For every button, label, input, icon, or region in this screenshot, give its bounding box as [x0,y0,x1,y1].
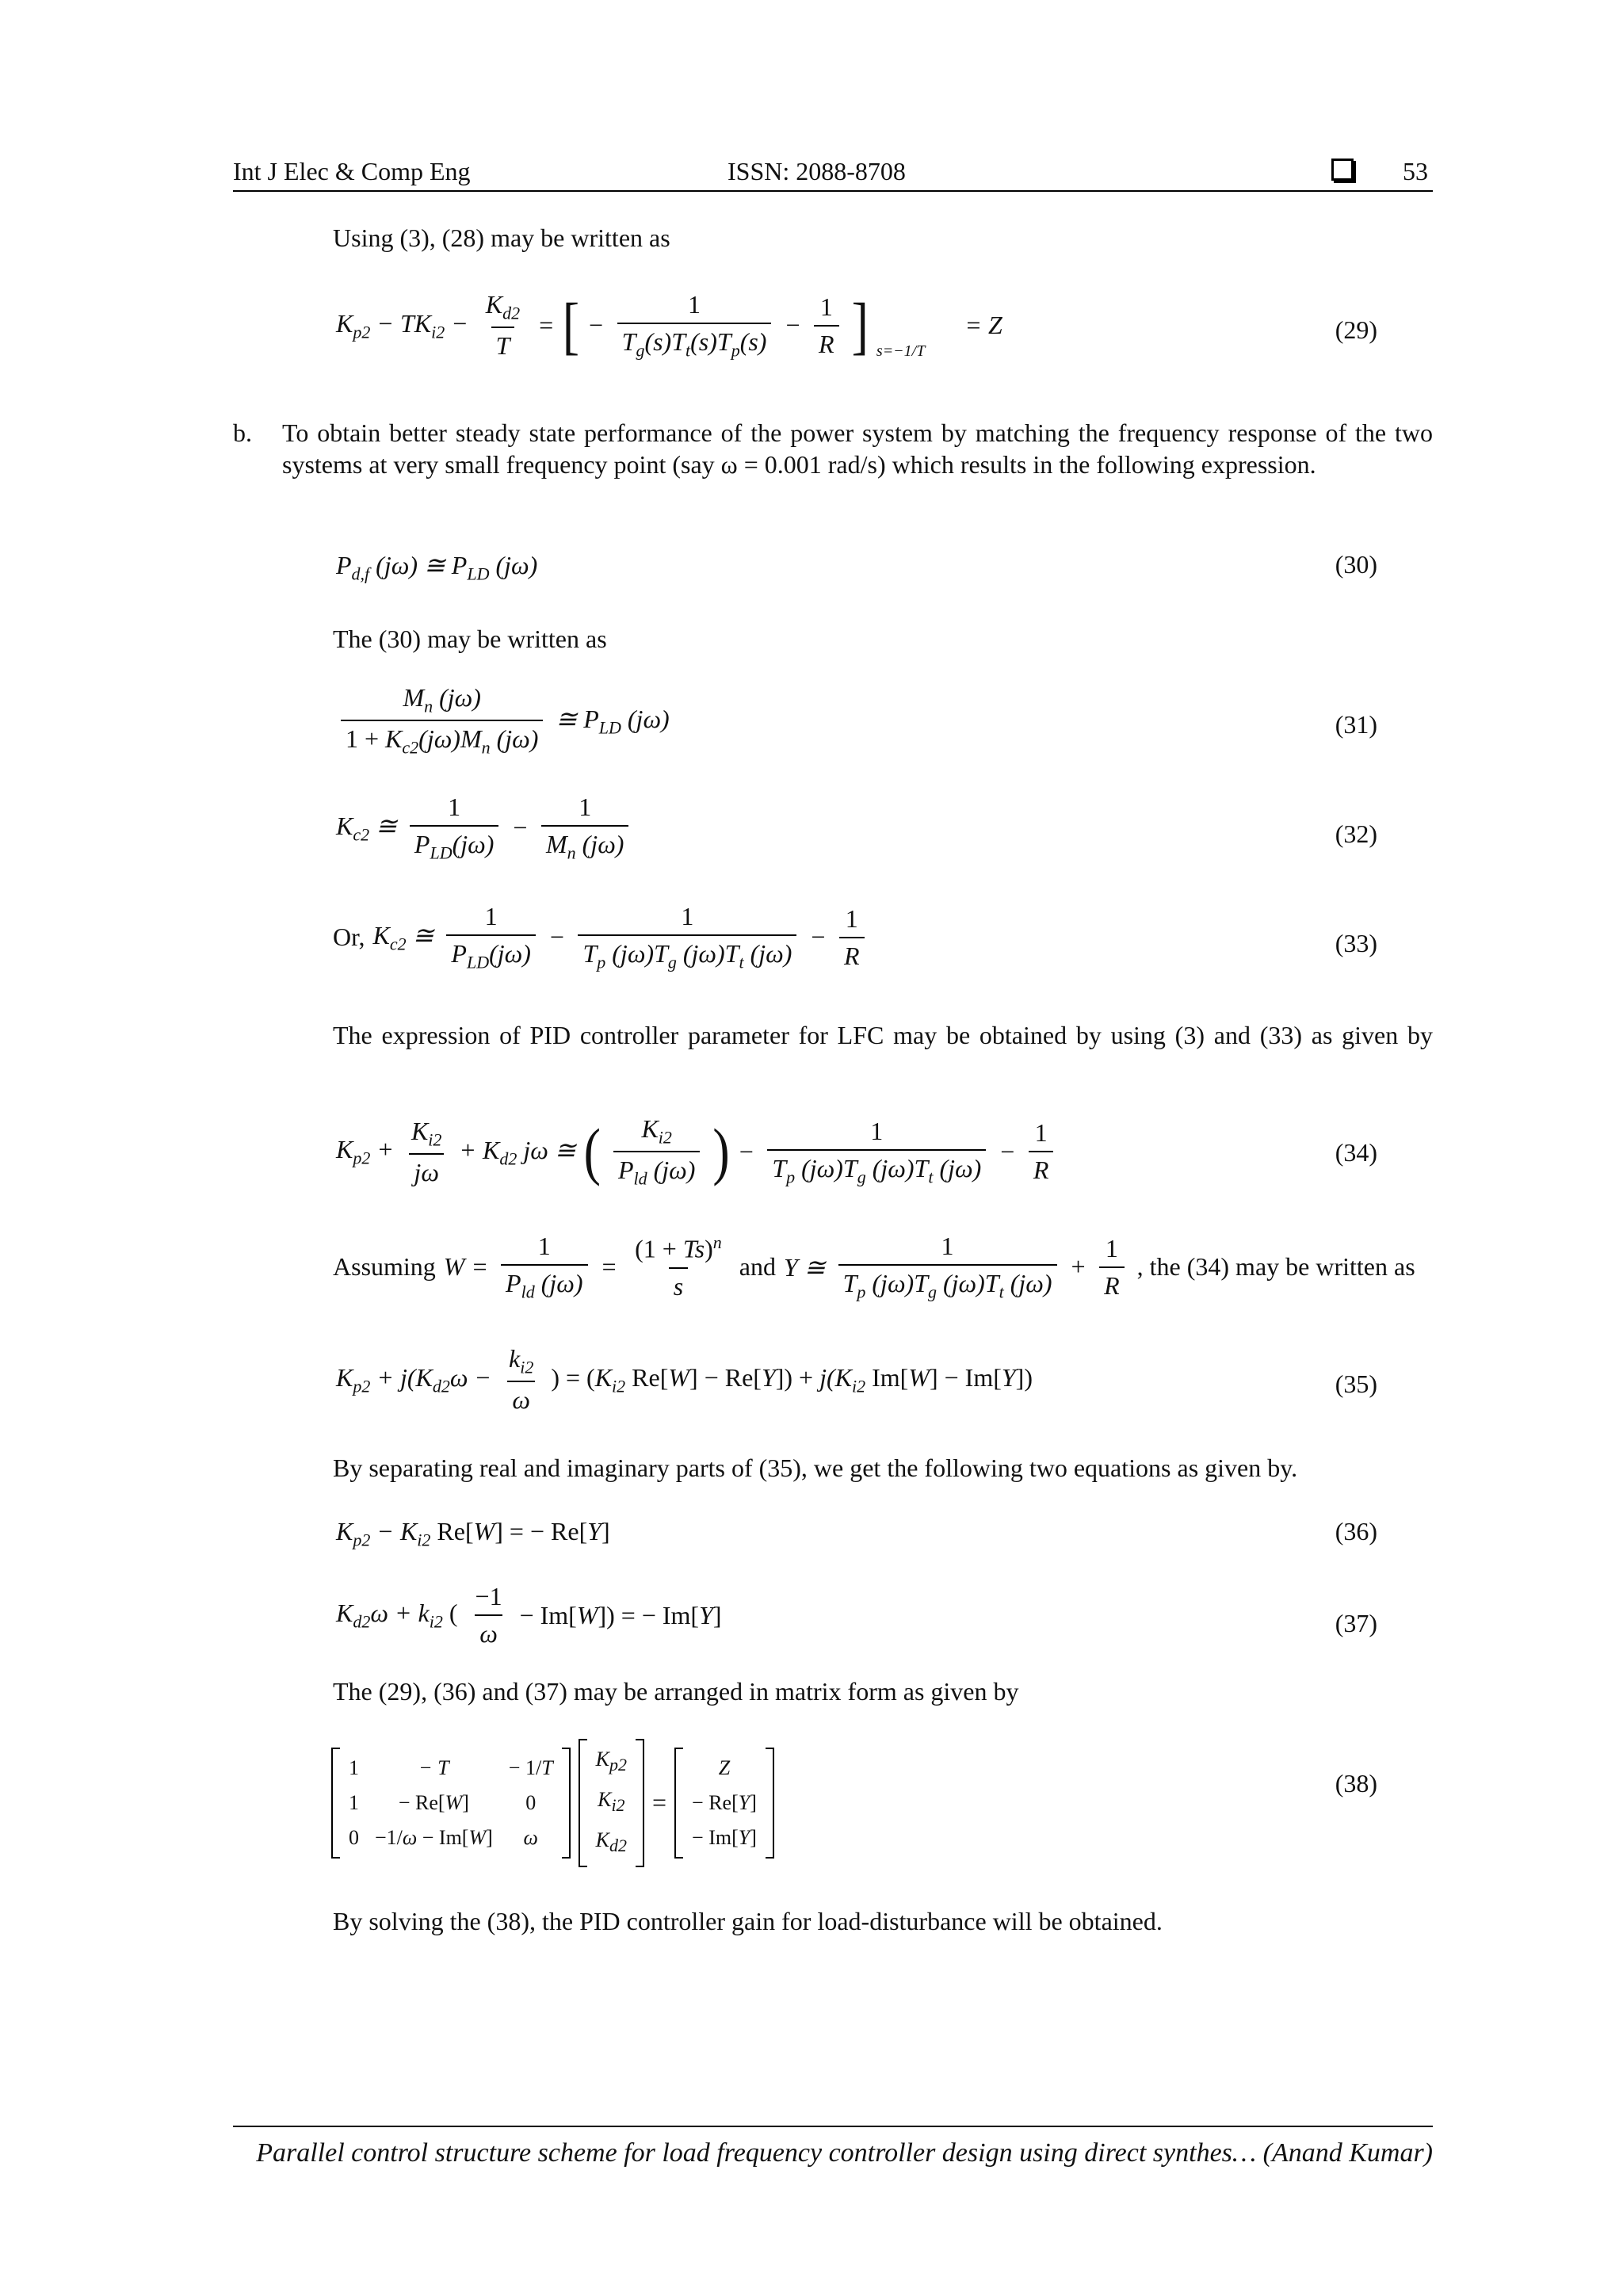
equation-37: $K_{d2}\omega + k_{i2}$ ( $\frac{-1}{\omega}$ − Im[W]) = − Im[Y] [336,1582,722,1648]
assuming-and: and [739,1252,776,1282]
matrix-text: The (29), (36) and (37) may be arranged in matrix form as given by [333,1677,1019,1706]
assuming-line: Assuming W = $\frac{1}{P_{ld} (j\omega)}$ = $\frac{(1 + Ts)^n}{s}$ and Y ≅ $\frac{1}{T_p (j\omega)T_g (j\omega)T_t (j\omega)}$ + $\frac{1}{R}$ , the (34) may be written as [333,1232,1415,1302]
equation-33: Or, $K_{c2}$ ≅ $\frac{1}{P_{LD}(j\omega)}$ − $\frac{1}{T_p (j\omega)T_g (j\omega)T_t (j\omega)}$ − $\frac{1}{R}$ [333,902,869,972]
line-30: The (30) may be written as [333,625,607,653]
eq-number: (30) [1335,550,1377,579]
page-number: 53 [1403,157,1428,185]
item-b-text: To obtain better steady state performance of the power system by matching the frequency response of the two systems at very small frequency point (say ω = 0.001 rad/s) which results in the following expression. [282,418,1433,479]
eq-number: (38) [1335,1769,1377,1797]
eq-number: (32) [1335,819,1377,848]
square-bullet-icon [1331,159,1354,181]
eq-number: (31) [1335,710,1377,739]
pid-paragraph: The expression of PID controller parameter for LFC may be obtained by using (3) and (33) as given by [333,1021,1433,1049]
page-footer: Parallel control structure scheme for load frequency controller design using direct synthes… (Anand Kumar) [233,2126,1433,2168]
equation-32: $K_{c2}$ ≅ $\frac{1}{P_{LD}(j\omega)}$ − $\frac{1}{M_n (j\omega)}$ [336,793,633,863]
eq-number: (33) [1335,929,1377,957]
intro-line: Using (3), (28) may be written as [333,223,670,252]
equation-30: $P_{d,f}$ (jω) ≅ $P_{LD}$ (jω) [336,551,538,584]
separating-text: By separating real and imaginary parts of (35), we get the following two equations as given by. [333,1454,1298,1482]
equation-36: $K_{p2} - K_{i2}$ Re[W] = − Re[Y] [336,1517,610,1550]
solving-text: By solving the (38), the PID controller gain for load-disturbance will be obtained. [333,1907,1163,1935]
eq-number: (36) [1335,1517,1377,1545]
assuming-lead: Assuming [333,1252,436,1282]
equation-35: $K_{p2} + j(K_{d2}\omega$ − $\frac{k_{i2}}{\omega}$ ) = ($K_{i2}$ $Re[W] - Re[Y]) + j(K_{i2}$ Im[W] − Im[Y]) [336,1344,1033,1415]
eq-number: (35) [1335,1370,1377,1398]
equation-31: $\frac{M_n (j\omega)}{1 + K_{c2}(j\omega)M_n (j\omega)}$ ≅ $P_{LD}$ (jω) [336,683,670,758]
journal-name: Int J Elec & Comp Eng [233,157,471,185]
equation-38: 1 − T − 1/T 1 − Re[W] 0 0 −1/ω − Im[W] ω $K_{p2}$ $K_{i2}$ $K_{d2}$ = Z − Re[Y] − Im[Y] [331,1739,774,1867]
item-b-marker: b. [233,418,252,447]
equation-29: $K_{p2} - TK_{i2}$ − $\frac{K_{d2}}{T}$ = [ − $\frac{1}{T_g(s)T_t(s)T_p(s)}$ − $\frac{1}{R}$ ] s=−1/T = Z [336,289,1002,361]
eq-number: (34) [1335,1138,1377,1167]
eq-number: (37) [1335,1609,1377,1637]
equation-34: $K_{p2}$ + $\frac{K_{i2}}{j\omega}$ + $K_{d2}$ jω ≅ ( $\frac{K_{i2}}{P_{ld} (j\omega)}$ ) − $\frac{1}{T_p (j\omega)T_g (j\omega)T_t (j\omega)}$ − $\frac{1}{R}$ [336,1114,1058,1190]
issn: ISSN: 2088-8708 [727,157,906,185]
page-header [233,152,1433,192]
or-label: Or, [333,923,365,952]
assuming-tail: , the (34) may be written as [1136,1252,1415,1282]
eq-number: (29) [1335,315,1377,344]
